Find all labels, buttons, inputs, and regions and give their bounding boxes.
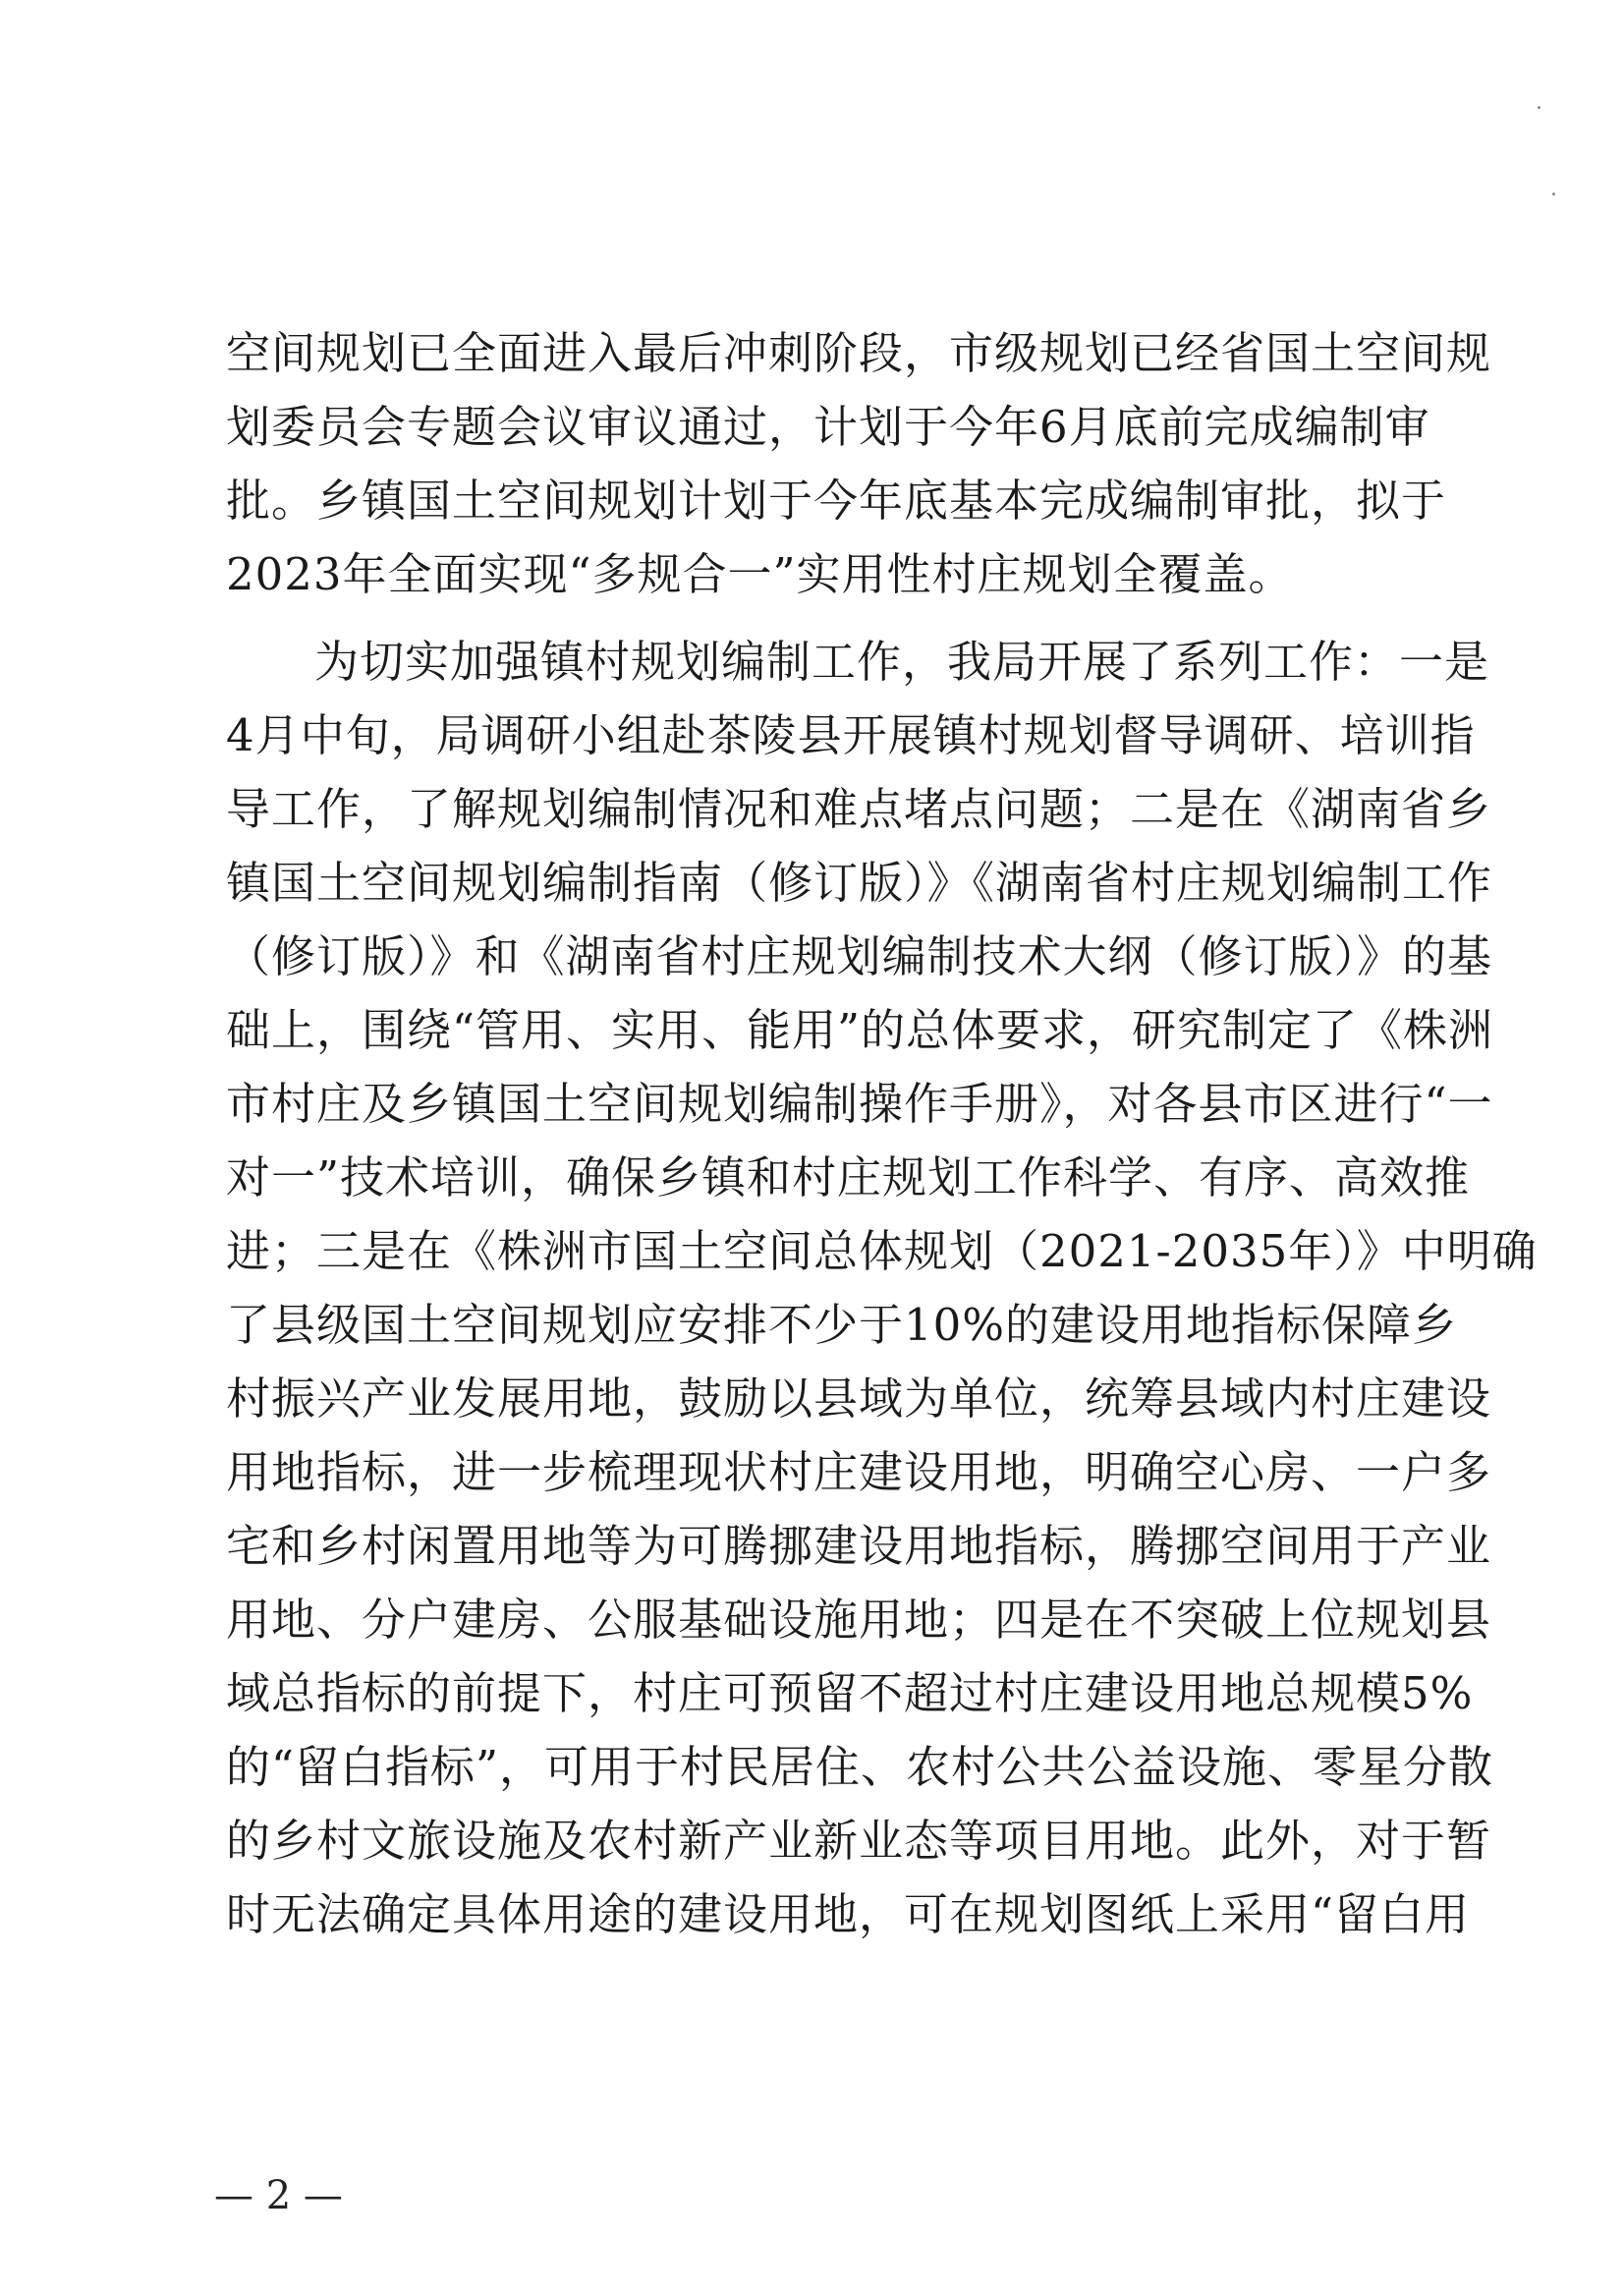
text-line: 进；三是在《株洲市国土空间总体规划（2021-2035年）》中明确 [226, 1225, 1538, 1277]
text-line: 域总指标的前提下，村庄可预留不超过村庄建设用地总规模5% [226, 1667, 1474, 1719]
text-line: 划委员会专题会议审议通过，计划于今年6月底前完成编制审 [226, 401, 1430, 453]
text-line: 2023年全面实现“多规合一”实用性村庄规划全覆盖。 [226, 548, 1294, 600]
scan-speck [1552, 193, 1555, 196]
page-number: — 2 — [214, 2173, 343, 2218]
text-line: 空间规划已全面进入最后冲刺阶段，市级规划已经省国土空间规 [226, 327, 1492, 379]
paragraph-1 [226, 316, 1492, 611]
text-line: 时无法确定具体用途的建设用地，可在规划图纸上采用“留白用 [226, 1888, 1471, 1940]
text-line: 对一”技术培训，确保乡镇和村庄规划工作科学、有序、高效推 [226, 1151, 1471, 1203]
text-line: 了县级国土空间规划应安排不少于10%的建设用地指标保障乡 [226, 1299, 1458, 1351]
text-line: 为切实加强镇村规划编制工作，我局开展了系列工作：一是 [314, 636, 1490, 688]
text-line: 4月中旬，局调研小组赴茶陵县开展镇村规划督导调研、培训指 [226, 709, 1476, 761]
paragraph-gap [226, 611, 1415, 625]
text-line: 批。乡镇国土空间规划计划于今年底基本完成编制审批，拟于 [226, 475, 1447, 527]
body-text [226, 316, 1538, 1951]
text-line: 础上，围绕“管用、实用、能用”的总体要求，研究制定了《株洲 [226, 1004, 1494, 1056]
text-line: 镇国土空间规划编制指南（修订版）》《湖南省村庄规划编制工作 [226, 857, 1493, 909]
text-line: 市村庄及乡镇国土空间规划编制操作手册》，对各县市区进行“一 [226, 1078, 1493, 1130]
text-line: 用地指标，进一步梳理现状村庄建设用地，明确空心房、一户多 [226, 1446, 1492, 1498]
paragraph-2 [226, 625, 1538, 1951]
text-line: 宅和乡村闲置用地等为可腾挪建设用地指标，腾挪空间用于产业 [226, 1520, 1492, 1572]
text-line: （修订版）》和《湖南省村庄规划编制技术大纲（修订版）》的基 [226, 930, 1493, 982]
scan-speck [1538, 106, 1540, 109]
text-line: 的“留白指标”，可用于村民居住、农村公共公益设施、零星分散 [226, 1741, 1494, 1793]
text-line: 用地、分户建房、公服基础设施用地；四是在不突破上位规划县 [226, 1594, 1492, 1646]
text-line: 村振兴产业发展用地，鼓励以县域为单位，统筹县域内村庄建设 [226, 1372, 1492, 1425]
text-line: 的乡村文旅设施及农村新产业新业态等项目用地。此外，对于暂 [226, 1815, 1492, 1867]
text-line: 导工作，了解规划编制情况和难点堵点问题；二是在《湖南省乡 [226, 783, 1492, 835]
